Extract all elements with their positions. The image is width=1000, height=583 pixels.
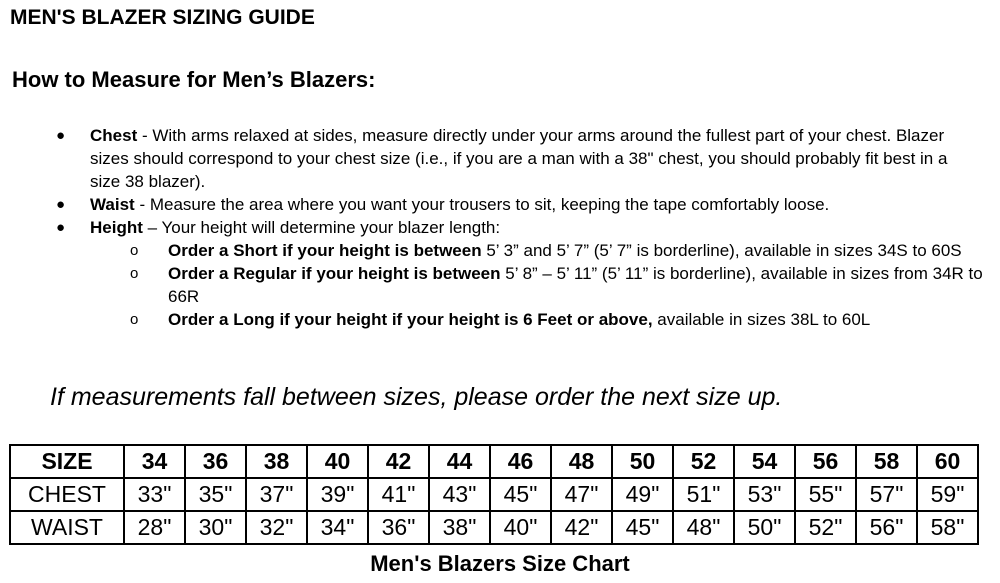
height-option-text: 5’ 3” and 5’ 7” (5’ 7” is borderline), available in sizes 34S to 60S: [486, 241, 962, 260]
table-cell: 38": [429, 511, 490, 544]
table-cell: 60: [917, 445, 978, 478]
table-cell: 41": [368, 478, 429, 511]
sub-bullet-icon: o: [130, 311, 139, 328]
table-cell: 50: [612, 445, 673, 478]
bullet-label: Waist: [90, 195, 135, 214]
table-cell: 52": [795, 511, 856, 544]
bullet-chest: [0, 124, 1000, 193]
table-cell: 33": [124, 478, 185, 511]
height-option-text: available in sizes 38L to 60L: [652, 310, 871, 329]
page-title: MEN'S BLAZER SIZING GUIDE: [10, 6, 315, 29]
table-cell: 30": [185, 511, 246, 544]
table-cell: 52: [673, 445, 734, 478]
height-option-short: [0, 239, 1000, 262]
table-cell: 34": [307, 511, 368, 544]
table-cell: 42: [368, 445, 429, 478]
bullet-text: – Your height will determine your blazer length:: [142, 218, 501, 237]
table-cell: 46: [490, 445, 551, 478]
bullet-waist: [0, 193, 1000, 216]
table-cell: 58": [917, 511, 978, 544]
table-cell: 38: [246, 445, 307, 478]
table-cell: 39": [307, 478, 368, 511]
bullet-icon: ●: [56, 127, 66, 144]
table-cell: 36": [368, 511, 429, 544]
table-cell: 53": [734, 478, 795, 511]
bullet-height: [0, 216, 1000, 239]
sub-bullet-icon: o: [130, 265, 139, 282]
sizing-note: If measurements fall between sizes, please order the next size up.: [50, 383, 783, 411]
size-row: [10, 445, 978, 478]
table-cell: 49": [612, 478, 673, 511]
table-cell: 43": [429, 478, 490, 511]
waist-row: [10, 511, 978, 544]
table-cell: 37": [246, 478, 307, 511]
table-cell: 54: [734, 445, 795, 478]
height-option-long: [0, 308, 1000, 331]
height-option-text: 5’ 8” – 5’ 11” (5’ 11” is borderline), available in sizes from 34R to 66R: [168, 264, 983, 306]
row-header: WAIST: [10, 511, 124, 544]
table-cell: 34: [124, 445, 185, 478]
table-cell: 56": [856, 511, 917, 544]
section-heading: How to Measure for Men’s Blazers:: [12, 67, 376, 92]
sub-bullet-icon: o: [130, 242, 139, 259]
table-cell: 59": [917, 478, 978, 511]
chest-row: [10, 478, 978, 511]
table-caption: Men's Blazers Size Chart: [370, 551, 630, 576]
table-cell: 45": [612, 511, 673, 544]
table-cell: 36: [185, 445, 246, 478]
table-cell: 57": [856, 478, 917, 511]
bullet-icon: ●: [56, 196, 66, 213]
table-cell: 50": [734, 511, 795, 544]
table-cell: 44: [429, 445, 490, 478]
table-cell: 48": [673, 511, 734, 544]
table-cell: 40": [490, 511, 551, 544]
height-option-label: Order a Regular if your height is between: [168, 264, 501, 283]
size-chart-table: [9, 444, 979, 545]
height-option-label: Order a Short if your height is between: [168, 241, 487, 260]
table-cell: 35": [185, 478, 246, 511]
bullet-label: Chest: [90, 126, 138, 145]
table-cell: 56: [795, 445, 856, 478]
table-cell: 28": [124, 511, 185, 544]
measurement-instructions: [0, 124, 1000, 331]
table-cell: 40: [307, 445, 368, 478]
table-cell: 32": [246, 511, 307, 544]
table-cell: 58: [856, 445, 917, 478]
table-cell: 55": [795, 478, 856, 511]
bullet-text: - With arms relaxed at sides, measure directly under your arms around the fullest part of your chest. Blazer sizes should correspond to your chest size (i.e., if you are a man with a 38" chest, you should probably fit best in a size 38 blazer).: [90, 126, 948, 191]
height-option-regular: [0, 262, 1000, 308]
row-header: SIZE: [10, 445, 124, 478]
table-cell: 48: [551, 445, 612, 478]
bullet-text: - Measure the area where you want your trousers to sit, keeping the tape comfortably loose.: [134, 195, 830, 214]
table-cell: 51": [673, 478, 734, 511]
table-cell: 45": [490, 478, 551, 511]
bullet-icon: ●: [56, 219, 66, 236]
row-header: CHEST: [10, 478, 124, 511]
bullet-label: Height: [90, 218, 143, 237]
table-cell: 42": [551, 511, 612, 544]
table-cell: 47": [551, 478, 612, 511]
height-option-label: Order a Long if your height if your height is 6 Feet or above,: [168, 310, 653, 329]
